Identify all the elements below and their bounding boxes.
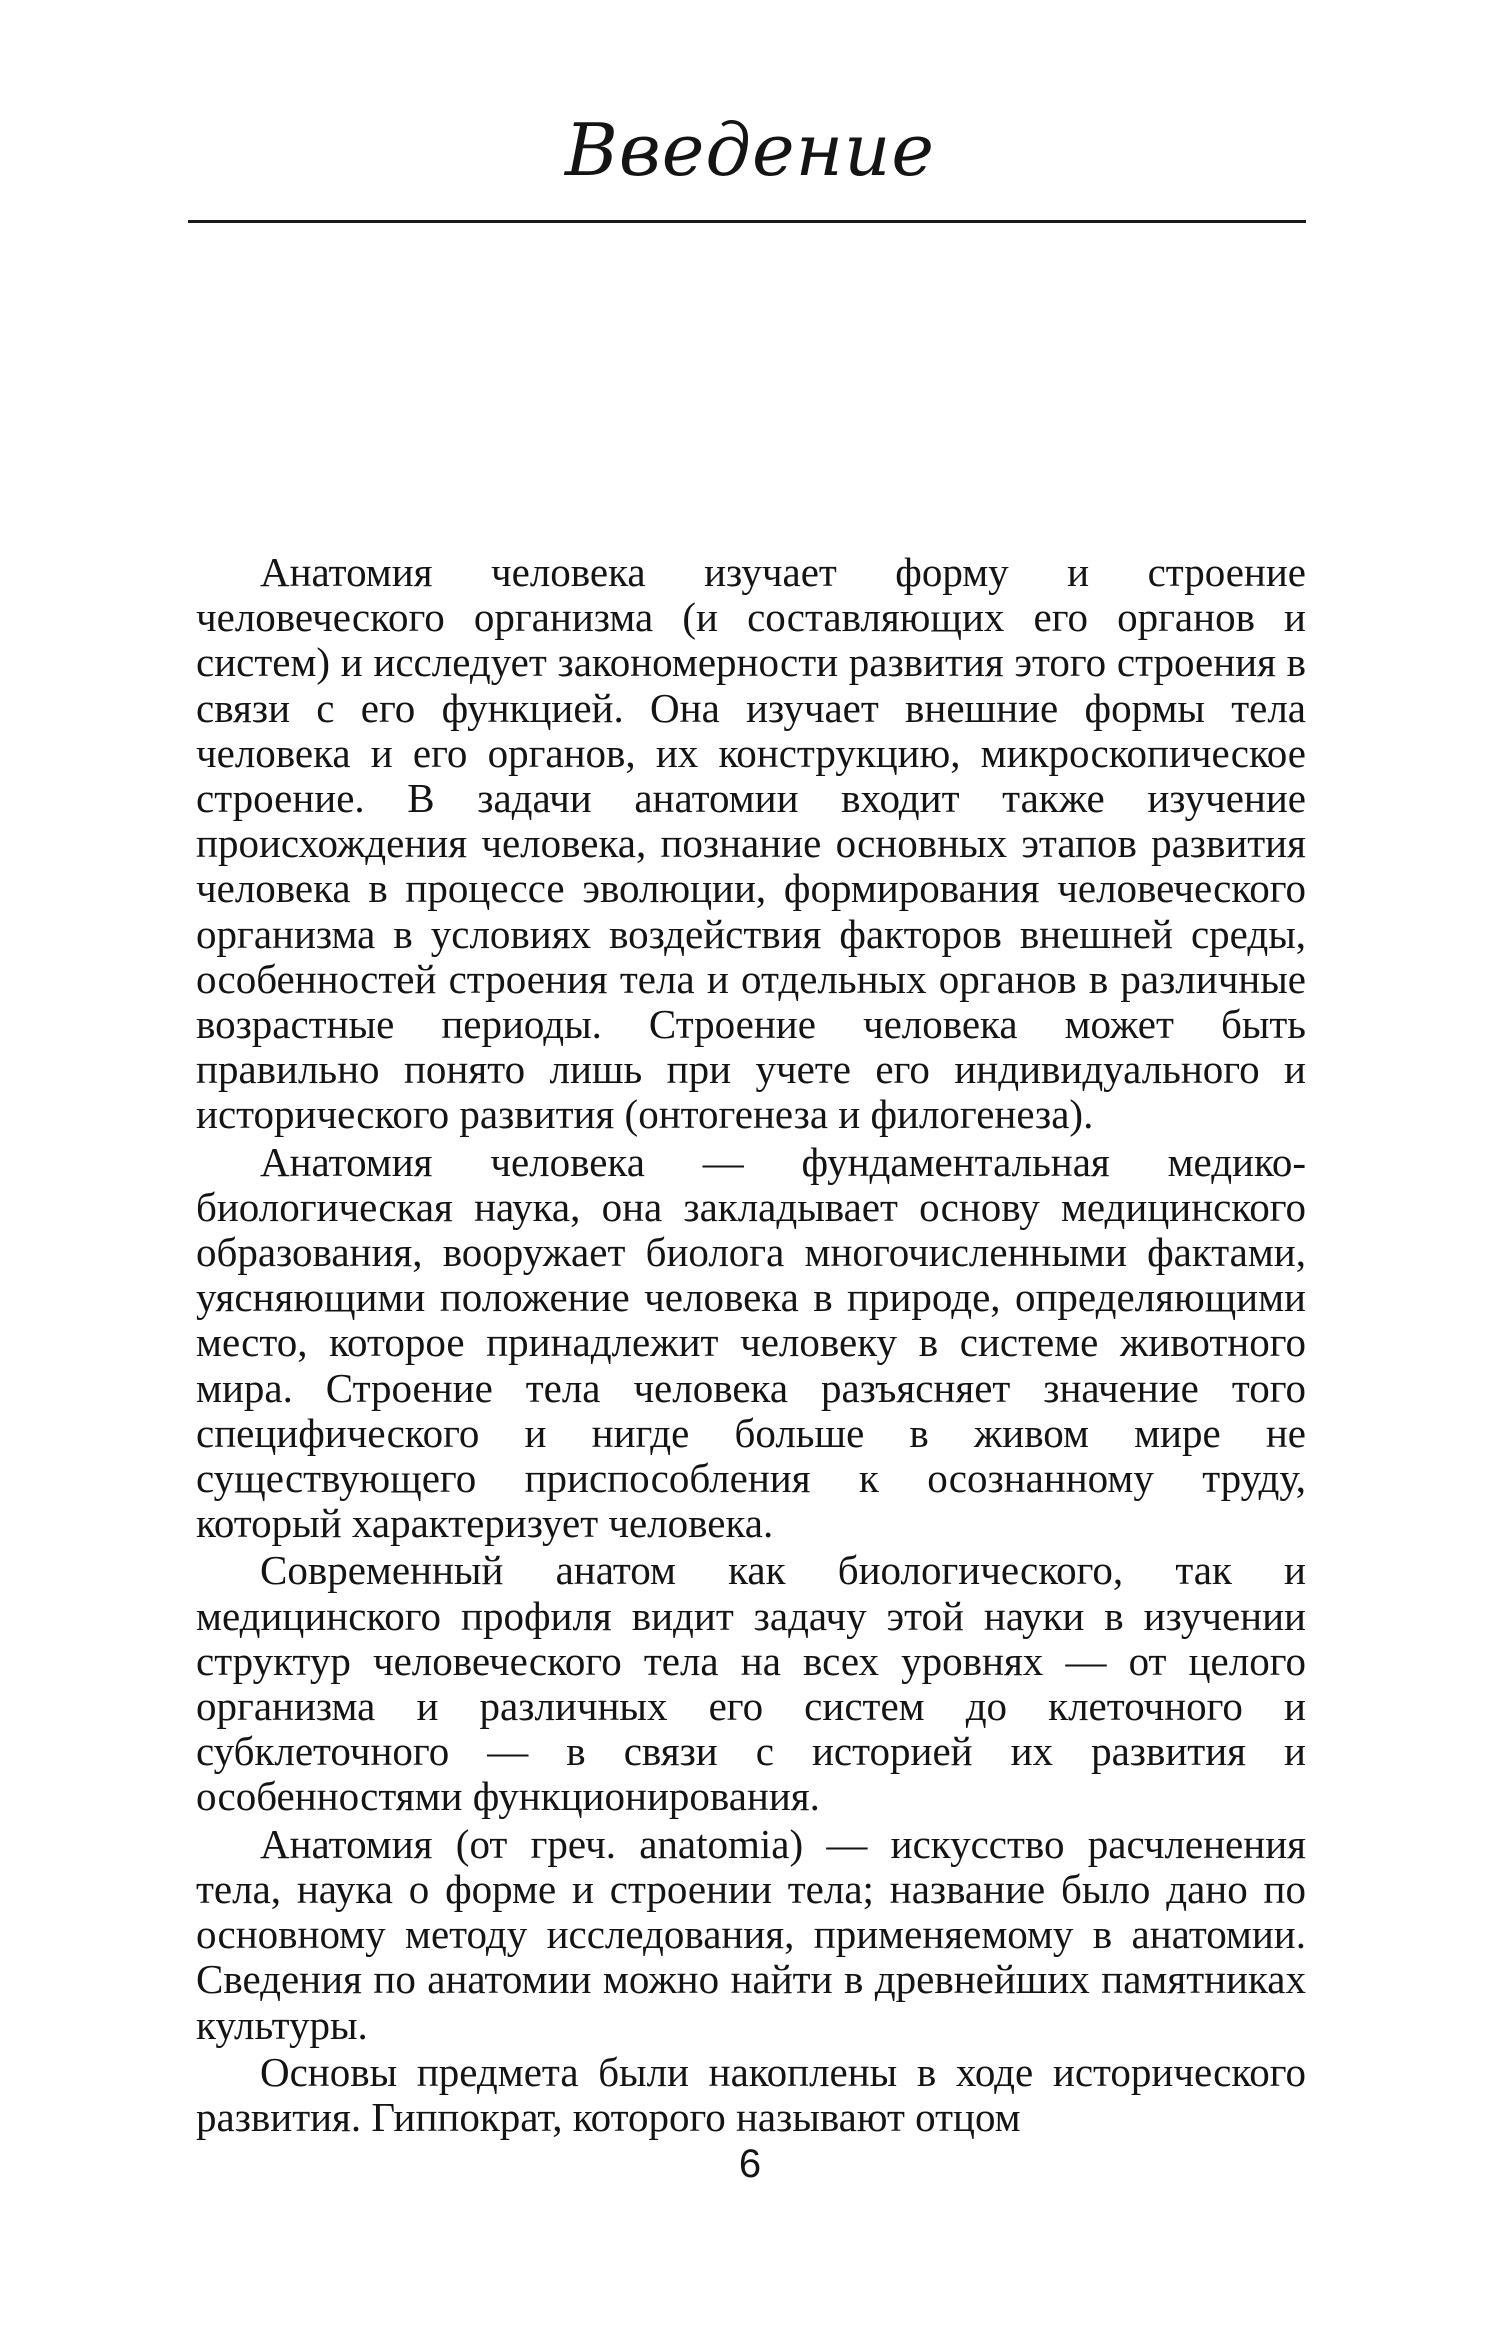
paragraph-5: Основы предмета были накоплены в ходе исторического развития. Гиппократ, которого называют отцом [196,2048,1306,2140]
body-text [196,550,1306,2142]
paragraph-4: Анатомия (от греч. anatomia) — искусство расчленения тела, наука о форме и строении тела; название было дано по основному методу исследования, применяемому в анатомии. Сведения по анатомии можно найти в древнейших памятниках культуры. [196,1820,1306,2048]
title-divider [188,220,1306,223]
paragraph-3: Современный анатом как биологического, так и медицинского профиля видит задачу этой науки в изучении структур человеческого тела на всех уровнях — от целого организма и различных его систем до клеточного и субклеточного — в связи с историей их развития и особенностями функционирования. [196,1547,1306,1820]
paragraph-1: Анатомия человека изучает форму и строение человеческого организма (и составляющих его органов и систем) и исследует закономерности развития этого строения в связи с его функцией. Она изучает внешние формы тела человека и его органов, их конструкцию, микроскопическое строение. В задачи анатомии входит также изучение происхождения человека, познание основных этапов развития человека в процессе эволюции, формирования человеческого организма в условиях воздействия факторов внешней среды, особенностей строения тела и отдельных органов в различные возрастные периоды. Строение человека может быть правильно понято лишь при учете его индивидуального и исторического развития (онтогенеза и филогенеза). [196,549,1306,1138]
page-number: 6 [738,2142,762,2186]
paragraph-2: Анатомия человека — фундаментальная медико-биологическая наука, она закладывает основу медицинского образования, вооружает биолога многочисленными фактами, уясняющими положение человека в природе, определяющими место, которое принадлежит человеку в системе животного мира. Строение тела человека разъясняет значение того специфического и нигде больше в живом мире не существующего приспособления к осознанному труду, который характеризует человека. [196,1138,1306,1547]
page-title: Введение [564,108,936,192]
